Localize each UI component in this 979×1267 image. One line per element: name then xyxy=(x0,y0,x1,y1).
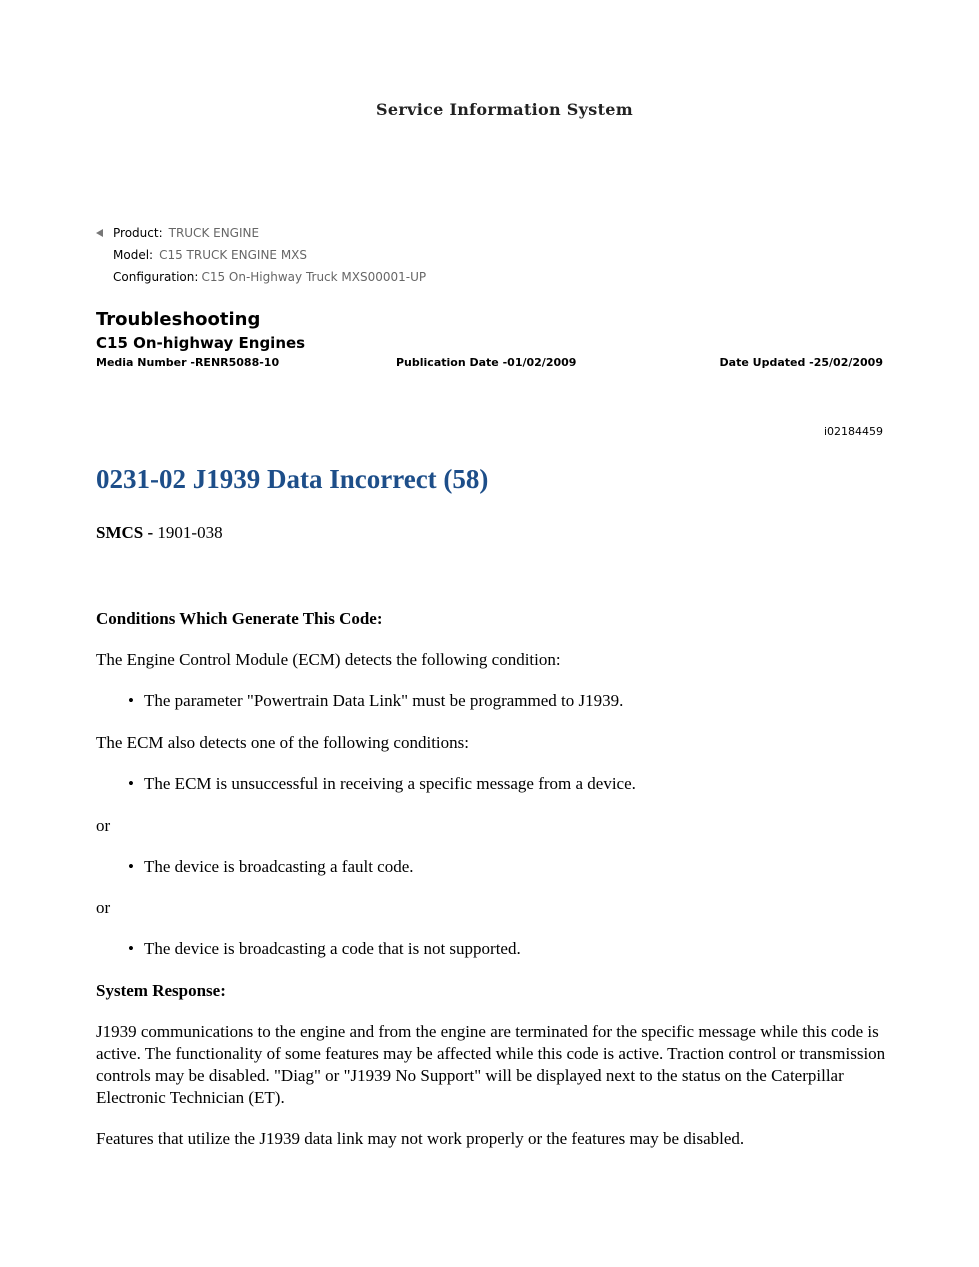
conditions-heading: Conditions Which Generate This Code: xyxy=(96,609,383,628)
list-item-text: The device is broadcasting a code that is not supported. xyxy=(144,939,521,958)
smcs-line xyxy=(96,522,223,544)
system-response-heading: System Response: xyxy=(96,981,226,1000)
list-item-text: The parameter "Powertrain Data Link" must be programmed to J1939. xyxy=(144,691,624,710)
list-item-text: The device is broadcasting a fault code. xyxy=(144,857,414,876)
document-header xyxy=(96,308,883,372)
model-row xyxy=(96,244,426,266)
document-id: i02184459 xyxy=(823,425,883,438)
smcs-label: SMCS - xyxy=(96,523,154,542)
paragraph-response: J1939 communications to the engine and from the engine are terminated for the specific message while this code is active. The functionality of some features may be affected while this code is active. Traction control or transmission controls may be disabled. "Diag" or "J1939 No Support" will be displayed next to the status on the Caterpillar Electronic Technician (ET). xyxy=(96,1022,886,1107)
document-type: Troubleshooting xyxy=(96,309,261,330)
smcs-value: 1901-038 xyxy=(157,523,223,542)
bullet-icon: • xyxy=(128,774,134,793)
publication-info xyxy=(96,356,883,372)
system-title: Service Information System xyxy=(376,100,633,119)
paragraph-also-detects: The ECM also detects one of the following conditions: xyxy=(96,733,469,752)
product-label: Product: xyxy=(113,226,163,240)
publication-date: Publication Date -01/02/2009 xyxy=(396,356,577,369)
media-number: Media Number -RENR5088-10 xyxy=(96,356,280,369)
product-info xyxy=(96,222,426,288)
list-item xyxy=(128,938,521,960)
back-arrow-icon[interactable] xyxy=(96,229,103,237)
configuration-row xyxy=(96,266,426,288)
list-item xyxy=(128,773,636,795)
bullet-icon: • xyxy=(128,939,134,958)
bullet-icon: • xyxy=(128,691,134,710)
configuration-value: C15 On-Highway Truck MXS00001-UP xyxy=(201,270,427,284)
or-separator: or xyxy=(96,816,111,835)
or-separator: or xyxy=(96,898,111,917)
bullet-icon: • xyxy=(128,857,134,876)
list-item-text: The ECM is unsuccessful in receiving a specific message from a device. xyxy=(144,774,636,793)
paragraph-features: Features that utilize the J1939 data link may not work properly or the features may be disabled. xyxy=(96,1129,745,1148)
model-label: Model: xyxy=(113,248,154,262)
list-item xyxy=(128,856,414,878)
date-updated: Date Updated -25/02/2009 xyxy=(719,356,883,369)
list-item xyxy=(128,690,623,712)
paragraph-ecm-detects: The Engine Control Module (ECM) detects the following condition: xyxy=(96,650,561,669)
page-title: 0231-02 J1939 Data Incorrect (58) xyxy=(96,464,489,494)
model-value: C15 TRUCK ENGINE MXS xyxy=(159,248,308,262)
product-value: TRUCK ENGINE xyxy=(168,226,260,240)
document-subtitle: C15 On-highway Engines xyxy=(96,334,306,352)
configuration-label: Configuration: xyxy=(113,270,199,284)
product-row xyxy=(96,222,426,244)
